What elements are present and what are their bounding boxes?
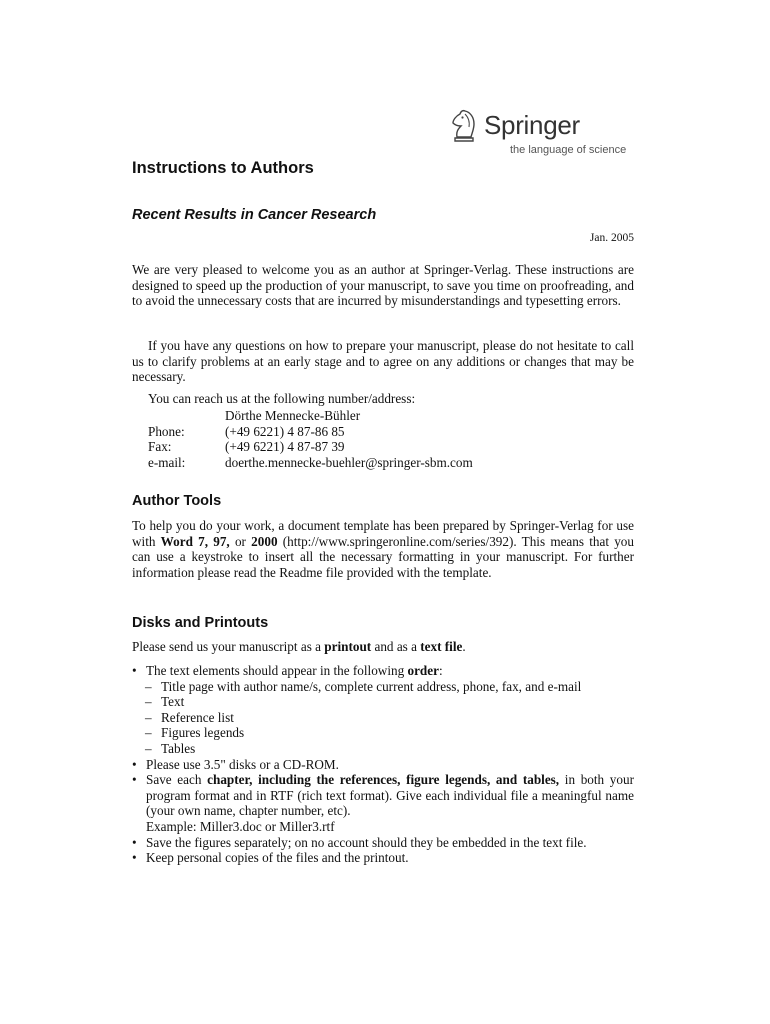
author-tools-text-a: To help you do your work, a document template has been prepared by Springer-Verlag for use with xyxy=(132,518,634,549)
author-tools-word-versions: Word 7, 97, xyxy=(160,533,230,549)
contact-phone-row xyxy=(148,424,473,440)
document-date: Jan. 2005 xyxy=(589,232,634,244)
fax-value: (+49 6221) 4 87-87 39 xyxy=(225,439,345,455)
intro-paragraph-2 xyxy=(132,338,634,385)
bullet-icon: • xyxy=(132,756,137,772)
list-item xyxy=(132,850,634,866)
sub-list-item xyxy=(132,694,634,710)
fax-label: Fax: xyxy=(148,439,172,455)
sub-list-item-text: Tables xyxy=(161,740,196,756)
phone-value: (+49 6221) 4 87-86 85 xyxy=(225,423,345,439)
author-tools-or: or xyxy=(234,533,246,549)
dash-icon: – xyxy=(145,709,152,725)
disks-intro-a: Please send us your manuscript as a xyxy=(132,639,321,654)
disks-textfile: text file xyxy=(420,639,463,654)
list-item xyxy=(132,772,634,834)
list-item xyxy=(132,835,634,851)
sub-list-item xyxy=(132,725,634,741)
brand-tagline: the language of science xyxy=(510,144,627,156)
author-tools-text-b: (http://www.springeronline.com/series/392). This means that you can use a keystroke to insert all the necessary formatting in your manuscript. For further information please read the Readme file provided with the template. xyxy=(132,533,634,580)
author-tools-paragraph xyxy=(132,518,634,580)
list-item-example: Example: Miller3.doc or Miller3.rtf xyxy=(146,818,335,834)
disks-list xyxy=(132,663,634,866)
bullet-icon: • xyxy=(132,834,137,850)
dash-icon: – xyxy=(145,725,152,741)
contact-name-row xyxy=(148,408,473,424)
springer-logo xyxy=(447,108,637,160)
email-value: doerthe.mennecke-buehler@springer-sbm.com xyxy=(225,454,473,470)
list-item-text: Please use 3.5" disks or a CD-ROM. xyxy=(146,756,339,772)
list-item xyxy=(132,757,634,773)
disks-period: . xyxy=(462,639,466,654)
sub-list-item-text: Figures legends xyxy=(161,725,245,741)
list-item-text: Save each xyxy=(146,772,202,788)
disks-and-as: and as a xyxy=(374,639,417,654)
dash-icon: – xyxy=(145,740,152,756)
intro-text-1: We are very pleased to welcome you as an author at Springer-Verlag. These instructions are designed to speed up the production of your manuscript, to save you time on proofreading, and to avoid the unnecessary costs that are incurred by misunderstandings and typesetting errors. xyxy=(132,262,634,309)
sub-list-item-text: Reference list xyxy=(161,709,234,725)
knight-chess-piece-icon xyxy=(447,108,481,144)
list-item-text-continued: in both your program format and in RTF (rich text format). Give each individual file a meaningful name (your own name, chapter number, etc). xyxy=(146,772,634,819)
sub-list-item xyxy=(132,741,634,757)
intro-text-2: If you have any questions on how to prepare your manuscript, please do not hesitate to call us to clarify problems at an early stage and to agree on any additions or changes that may be necessary. xyxy=(132,338,634,385)
list-item-text: Save the figures separately; on no account should they be embedded in the text file. xyxy=(146,834,587,850)
list-item-text: The text elements should appear in the following xyxy=(146,663,405,678)
list-item xyxy=(132,663,634,679)
series-title: Recent Results in Cancer Research xyxy=(132,207,377,223)
dash-icon: – xyxy=(145,694,152,710)
sub-list-item xyxy=(132,679,634,695)
email-label: e-mail: xyxy=(148,454,186,470)
disks-heading: Disks and Printouts xyxy=(132,615,269,631)
bullet-icon: • xyxy=(132,850,137,866)
brand-name: Springer xyxy=(484,110,580,140)
intro-paragraph-1 xyxy=(132,262,634,309)
phone-label: Phone: xyxy=(148,423,185,439)
page-title: Instructions to Authors xyxy=(132,159,314,177)
sub-list-item-text: Text xyxy=(161,694,185,710)
contact-fax-row xyxy=(148,439,473,455)
author-tools-word-2000: 2000 xyxy=(251,533,278,549)
intro-paragraph-3 xyxy=(132,391,634,407)
sub-list-item-text: Title page with author name/s, complete current address, phone, fax, and e-mail xyxy=(161,678,582,694)
contact-name: Dörthe Mennecke-Bühler xyxy=(225,408,361,423)
contact-email-row xyxy=(148,455,473,471)
list-item-bold: order xyxy=(407,663,439,678)
disks-printout: printout xyxy=(324,639,372,654)
intro-text-3: You can reach us at the following number/address: xyxy=(148,391,416,406)
sub-list-item xyxy=(132,710,634,726)
list-item-text: Keep personal copies of the files and the printout. xyxy=(146,850,409,866)
contact-block xyxy=(148,408,473,470)
bullet-icon: • xyxy=(132,772,137,788)
dash-icon: – xyxy=(145,678,152,694)
list-item-bold: chapter, including the references, figure legends, and tables, xyxy=(207,772,560,788)
bullet-icon: • xyxy=(132,663,137,678)
disks-intro xyxy=(132,639,634,655)
author-tools-heading: Author Tools xyxy=(132,493,222,509)
list-item-colon: : xyxy=(438,663,443,678)
